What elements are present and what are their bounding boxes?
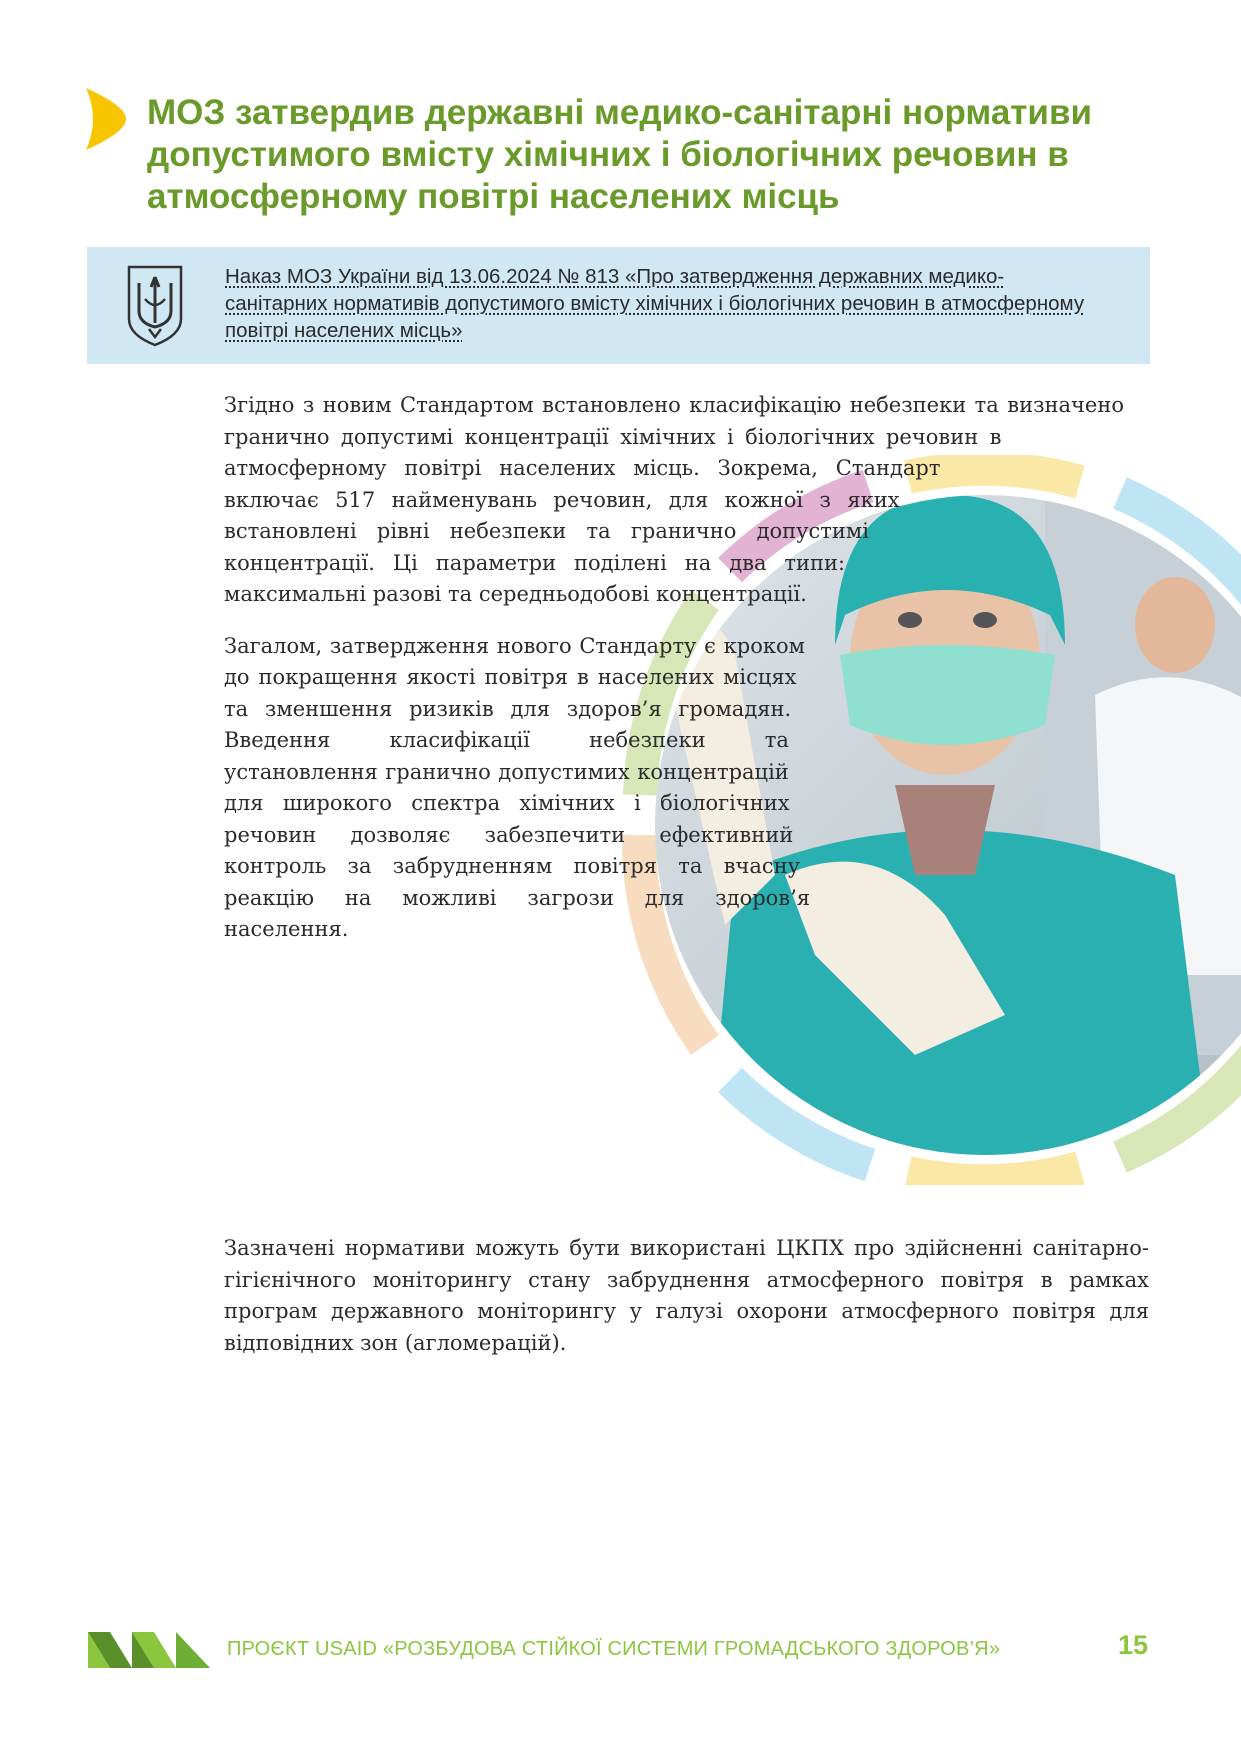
paragraph-2: Загалом, затвердження нового Стандарту є кроком до покращення якості повітря в населених місцях та зменшення ризиків для здоров’я громадян. Введення класифікації небезпеки та установлення гранично допустимих концентрацій для широкого спектра хімічних і біологічних речовин дозволяє забезпечити ефективний контроль за забрудненням повітря та вчасну реакцію на можливі загрози для здоров’я населення. [224,633,811,941]
paragraph-1: Згідно з новим Стандартом встановлено класифікацію небезпеки та визначено гранично допустимі концентрації хімічних і біологічних речовин в атмосферному повітрі населених місць. Зокрема, Стандарт включає 517 найменувань речовин, для кожної з яких встановлені рівні небезпеки та гранично допустимі концентрації. Ці параметри поділені на два типи: максимальні разові та середньодобові концентрації. [224,393,1124,606]
reference-box [87,247,1150,364]
page-title: МОЗ затвердив державні медико-санітарні нормативи допустимого вмісту хімічних і біологічних речовин в атмосферному повітрі населених місць [147,93,1092,216]
trident-coat-of-arms-icon [125,263,185,347]
footer-project-name: ПРОЄКТ USAID «РОЗБУДОВА СТІЙКОЇ СИСТЕМИ ГРОМАДСЬКОГО ЗДОРОВ’Я» [227,1638,1001,1660]
usaid-project-logo-icon [88,1628,210,1672]
body-text [224,390,1124,1230]
paragraph-3: Зазначені нормативи можуть бути використані ЦКПХ про здійсненні санітарно-гігієнічного моніторингу стану забруднення атмосферного повітря в рамках програм державного моніторингу у галузі охорони атмосферного повітря для відповідних зон (агломерацій). [224,1236,1149,1355]
order-reference-link[interactable]: Наказ МОЗ України від 13.06.2024 № 813 «Про затвердження державних медико-санітарних нормативів допустимого вмісту хімічних і біологічних речовин в атмосферному повітрі населених місць» [225,265,1085,342]
page-number: 15 [1118,1630,1149,1660]
title-marker-icon [86,88,126,150]
